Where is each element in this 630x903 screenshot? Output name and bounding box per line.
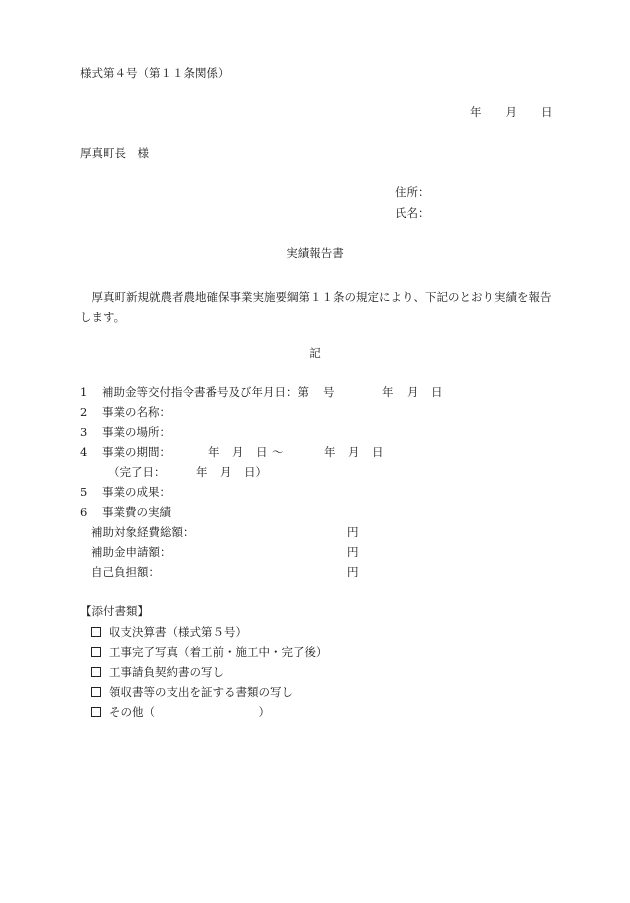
attachment-item [91,667,224,679]
item-1 [80,387,309,399]
cost-total-yen: 円 [347,525,359,539]
attachment-label: その他（ ） [109,705,270,719]
form-number: 様式第４号（第１１条関係） [80,66,230,80]
body-text: 厚真町新規就農者農地確保事業実施要綱第１１条の規定により、下記のとおり実績を報告します。 [80,290,552,324]
item-1-number: 1 [80,385,88,399]
attachment-label: 領収書等の支出を証する書類の写し [109,685,293,699]
attachment-label: 工事請負契約書の写し [109,665,224,679]
cost-self-label: 自己負担額： [91,565,160,579]
item-5 [80,487,171,499]
item-4-month-end: 月 [348,445,360,459]
completion-day: 日） [244,465,267,479]
checkbox-icon[interactable] [91,627,101,637]
date-day: 日 [541,105,553,119]
addressee: 厚真町長 様 [80,146,149,160]
item-1-go: 号 [323,385,335,399]
checkbox-icon[interactable] [91,647,101,657]
item-4-year-end: 年 [324,445,336,459]
cost-total-label: 補助対象経費総額： [91,525,195,539]
item-5-label: 事業の成果： [102,485,171,499]
item-5-number: 5 [80,485,88,499]
item-3-label: 事業の場所： [102,425,171,439]
item-6-number: 6 [80,505,88,519]
completion-year: 年 [196,465,208,479]
checkbox-icon[interactable] [91,707,101,717]
item-1-year: 年 [382,385,394,399]
item-4-number: 4 [80,445,88,459]
address-label: 住所： [395,185,430,199]
date-year: 年 [470,105,482,119]
name-label: 氏名： [395,206,430,220]
item-3 [80,427,171,439]
item-4-label: 事業の期間： [102,445,171,459]
item-1-label: 補助金等交付指令書番号及び年月日：第 [102,385,309,399]
document-title: 実績報告書 [286,246,344,260]
item-4-day-end: 日 [372,445,384,459]
attachments-header: 【添付書類】 [80,604,149,618]
item-2-number: 2 [80,405,88,419]
item-2 [80,407,171,419]
item-1-day: 日 [431,385,443,399]
cost-self-yen: 円 [347,565,359,579]
attachment-label: 工事完了写真（着工前・施工中・完了後） [109,645,328,659]
item-4-day-start: 日 [256,445,268,459]
completion-month: 月 [220,465,232,479]
attachment-item [91,627,247,639]
item-6-label: 事業費の実績 [102,505,171,519]
item-1-month: 月 [407,385,419,399]
checkbox-icon[interactable] [91,667,101,677]
item-3-number: 3 [80,425,88,439]
attachment-item [91,707,270,719]
checkbox-icon[interactable] [91,687,101,697]
date-line [470,107,553,119]
item-2-label: 事業の名称： [102,405,171,419]
attachment-item [91,647,328,659]
item-4-year-start: 年 [208,445,220,459]
item-4-tilde: 〜 [272,445,284,459]
cost-request-label: 補助金申請額： [91,545,172,559]
date-month: 月 [505,105,517,119]
item-6 [80,507,171,519]
completion-label: （完了日： [108,465,166,479]
attachment-label: 収支決算書（様式第５号） [109,625,247,639]
cost-request-yen: 円 [347,545,359,559]
ki-heading: 記 [309,346,321,360]
attachment-item [91,687,293,699]
item-4-month-start: 月 [232,445,244,459]
item-4 [80,447,171,459]
